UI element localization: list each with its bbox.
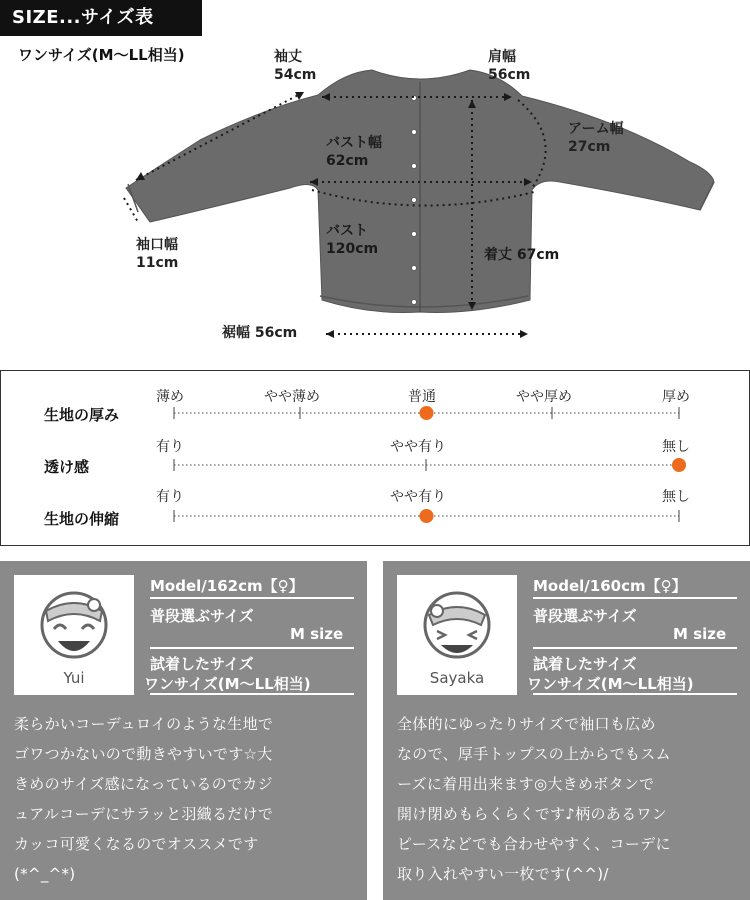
face-icon xyxy=(397,575,517,671)
spec-stretch-marker xyxy=(420,509,434,523)
spec-stretch-tick-0: 有り xyxy=(156,489,184,505)
avatar xyxy=(14,575,134,695)
face-icon xyxy=(14,575,134,671)
divider xyxy=(150,647,354,649)
usual-size-label: 普段選ぶサイズ xyxy=(150,607,254,625)
tried-size-value: ワンサイズ(M〜LL相当) xyxy=(527,675,694,693)
usual-size-value: M size xyxy=(673,625,727,643)
avatar-name: Sayaka xyxy=(429,669,485,687)
model-comment: 全体的にゆったりサイズで袖口も広め なので、厚手トップスの上からでもスム ーズに着用出来ます◎大きめボタンで 開け閉めもらくらくです♪柄のあるワン ピースなどでも合わせやすく、コーデに 取り入れやすい一枚です(^^)/ xyxy=(397,715,671,883)
divider xyxy=(150,693,354,695)
spec-transparency-name: 透け感 xyxy=(44,458,90,476)
spec-transparency-marker xyxy=(672,458,686,472)
model-panel-yui xyxy=(0,561,367,900)
model-comment: 柔らかいコーデュロイのような生地で ゴワつかないので動きやすいです☆大 きめのサイズ感になっているのでカジ ュアルコーデにサラッと羽織るだけで カッコ可愛くなるのでオススメです (*^_^*) xyxy=(14,715,274,883)
divider xyxy=(533,597,737,599)
avatar-name: Yui xyxy=(63,669,85,687)
tried-size-label: 試着したサイズ xyxy=(533,655,637,673)
spec-stretch-name: 生地の伸縮 xyxy=(44,510,120,528)
size-note: ワンサイズ(M〜LL相当) xyxy=(18,46,185,64)
garment-diagram xyxy=(0,0,750,360)
cuff-label: 袖口幅 11cm xyxy=(136,237,179,271)
divider xyxy=(533,693,737,695)
shoulder-label: 肩幅 56cm xyxy=(488,49,531,83)
spec-transparency-tick-0: 有り xyxy=(156,439,184,455)
page-title: SIZE...サイズ表 xyxy=(0,0,202,36)
spec-thickness-name: 生地の厚み xyxy=(44,406,120,424)
bust-width-label: バスト幅 62cm xyxy=(326,135,382,169)
spec-thickness-tick-2: 普通 xyxy=(408,389,436,405)
arm-label: アーム幅 27cm xyxy=(568,121,624,155)
avatar xyxy=(397,575,517,695)
spec-thickness-marker xyxy=(420,406,434,420)
divider xyxy=(150,597,354,599)
bust-label: バスト 120cm xyxy=(326,223,379,257)
sleeve-label: 袖丈 54cm xyxy=(274,49,317,83)
usual-size-value: M size xyxy=(290,625,344,643)
spec-thickness-tick-1: やや薄め xyxy=(264,389,320,405)
length-label: 着丈 67cm xyxy=(484,247,560,263)
tried-size-label: 試着したサイズ xyxy=(150,655,254,673)
usual-size-label: 普段選ぶサイズ xyxy=(533,607,637,625)
spec-transparency-tick-2: 無し xyxy=(662,439,690,455)
hem-label: 裾幅 56cm xyxy=(222,325,298,341)
spec-transparency-tick-1: やや有り xyxy=(390,439,446,455)
spec-stretch-tick-1: やや有り xyxy=(390,489,446,505)
tried-size-value: ワンサイズ(M〜LL相当) xyxy=(144,675,311,693)
model-height: Model/160cm【♀】 xyxy=(533,577,687,595)
divider xyxy=(533,647,737,649)
spec-scales xyxy=(0,370,750,546)
spec-thickness-tick-0: 薄め xyxy=(156,389,184,405)
model-height: Model/162cm【♀】 xyxy=(150,577,304,595)
model-panel-sayaka xyxy=(383,561,750,900)
spec-stretch-tick-2: 無し xyxy=(662,489,690,505)
spec-thickness-tick-4: 厚め xyxy=(662,389,690,405)
spec-thickness-tick-3: やや厚め xyxy=(516,389,572,405)
